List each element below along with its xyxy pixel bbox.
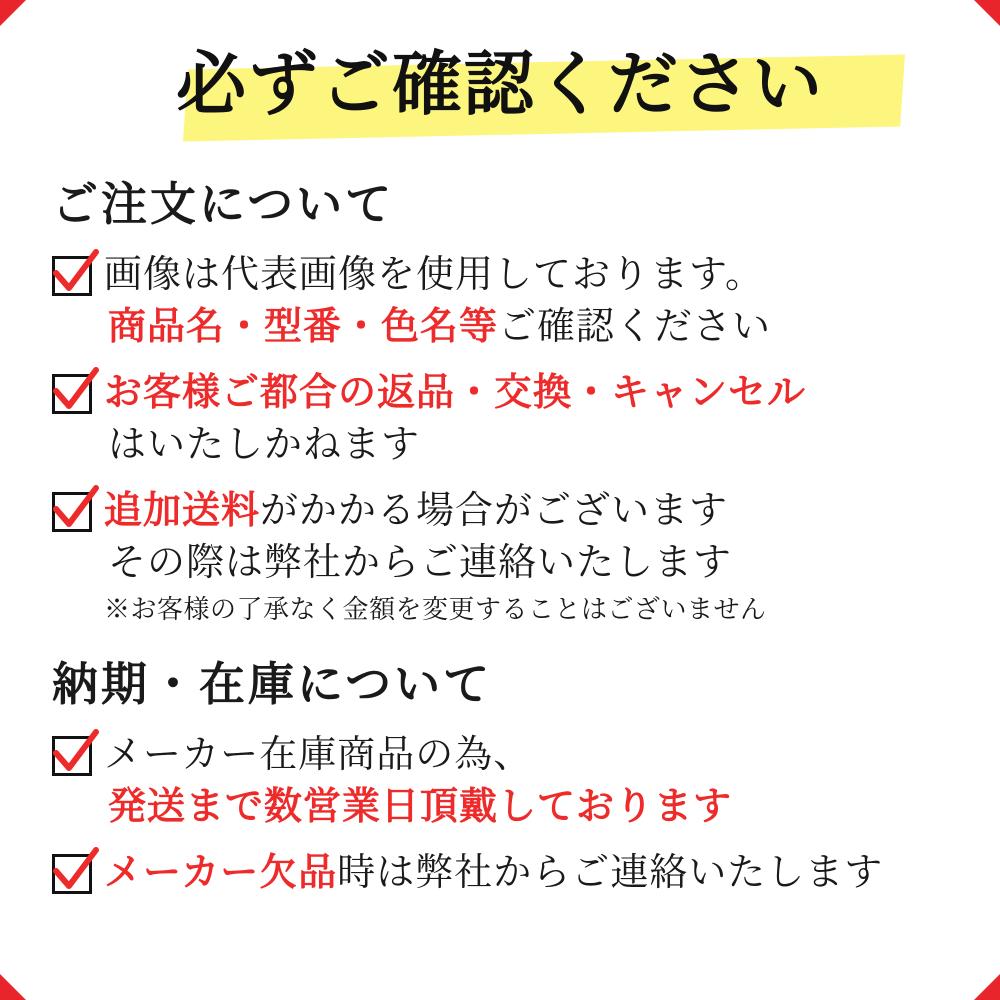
- section-heading: 納期・在庫について: [52, 657, 493, 711]
- banner-title: 必ずご確認ください: [176, 42, 824, 125]
- section-items: [44, 248, 956, 630]
- banner: [44, 34, 956, 142]
- list-item: [52, 366, 956, 470]
- item-line: [104, 418, 956, 470]
- emphasis-text: お客様ご都合の返品・交換・キャンセル: [104, 369, 807, 414]
- item-line: [104, 536, 956, 588]
- checkbox-icon: [52, 374, 92, 414]
- sections-container: [44, 168, 956, 898]
- notice-section-2: [44, 648, 956, 898]
- emphasis-text: 商品名・型番・色名等: [108, 303, 499, 348]
- notice-section-1: [44, 168, 956, 630]
- checkbox-icon: [52, 492, 92, 532]
- item-text: [104, 484, 956, 630]
- checkbox-icon: [52, 736, 92, 776]
- item-line: [104, 846, 956, 898]
- item-line: [104, 780, 956, 832]
- item-text: [104, 846, 956, 898]
- item-line: [104, 728, 956, 780]
- plain-text: メーカー在庫商品の為、: [104, 732, 533, 776]
- list-item: [52, 846, 956, 898]
- checkbox-icon: [52, 256, 92, 296]
- emphasis-text: メーカー欠品: [104, 849, 338, 894]
- section-heading: ご注文について: [52, 177, 395, 231]
- section-items: [44, 728, 956, 898]
- item-text: [104, 728, 956, 832]
- item-line: [104, 484, 956, 536]
- item-note: ※お客様の了承なく金額を変更することはございません: [104, 595, 767, 625]
- item-line: [104, 300, 956, 352]
- plain-text: ご確認ください: [498, 304, 772, 348]
- plain-text: がかかる場合がございます: [260, 488, 729, 532]
- list-item: [52, 248, 956, 352]
- item-line: [104, 366, 956, 418]
- item-line: [104, 248, 956, 300]
- plain-text: その際は弊社からご連絡いたします: [108, 540, 733, 584]
- list-item: [52, 728, 956, 832]
- plain-text: 画像は代表画像を使用しております。: [104, 252, 764, 296]
- list-item: [52, 484, 956, 630]
- item-text: [104, 366, 956, 470]
- plain-text: はいたしかねます: [108, 422, 421, 466]
- emphasis-text: 発送まで数営業日頂戴しております: [108, 783, 733, 828]
- plain-text: 時は弊社からご連絡いたします: [337, 850, 884, 894]
- emphasis-text: 追加送料: [104, 487, 261, 532]
- checkbox-icon: [52, 854, 92, 894]
- item-text: [104, 248, 956, 352]
